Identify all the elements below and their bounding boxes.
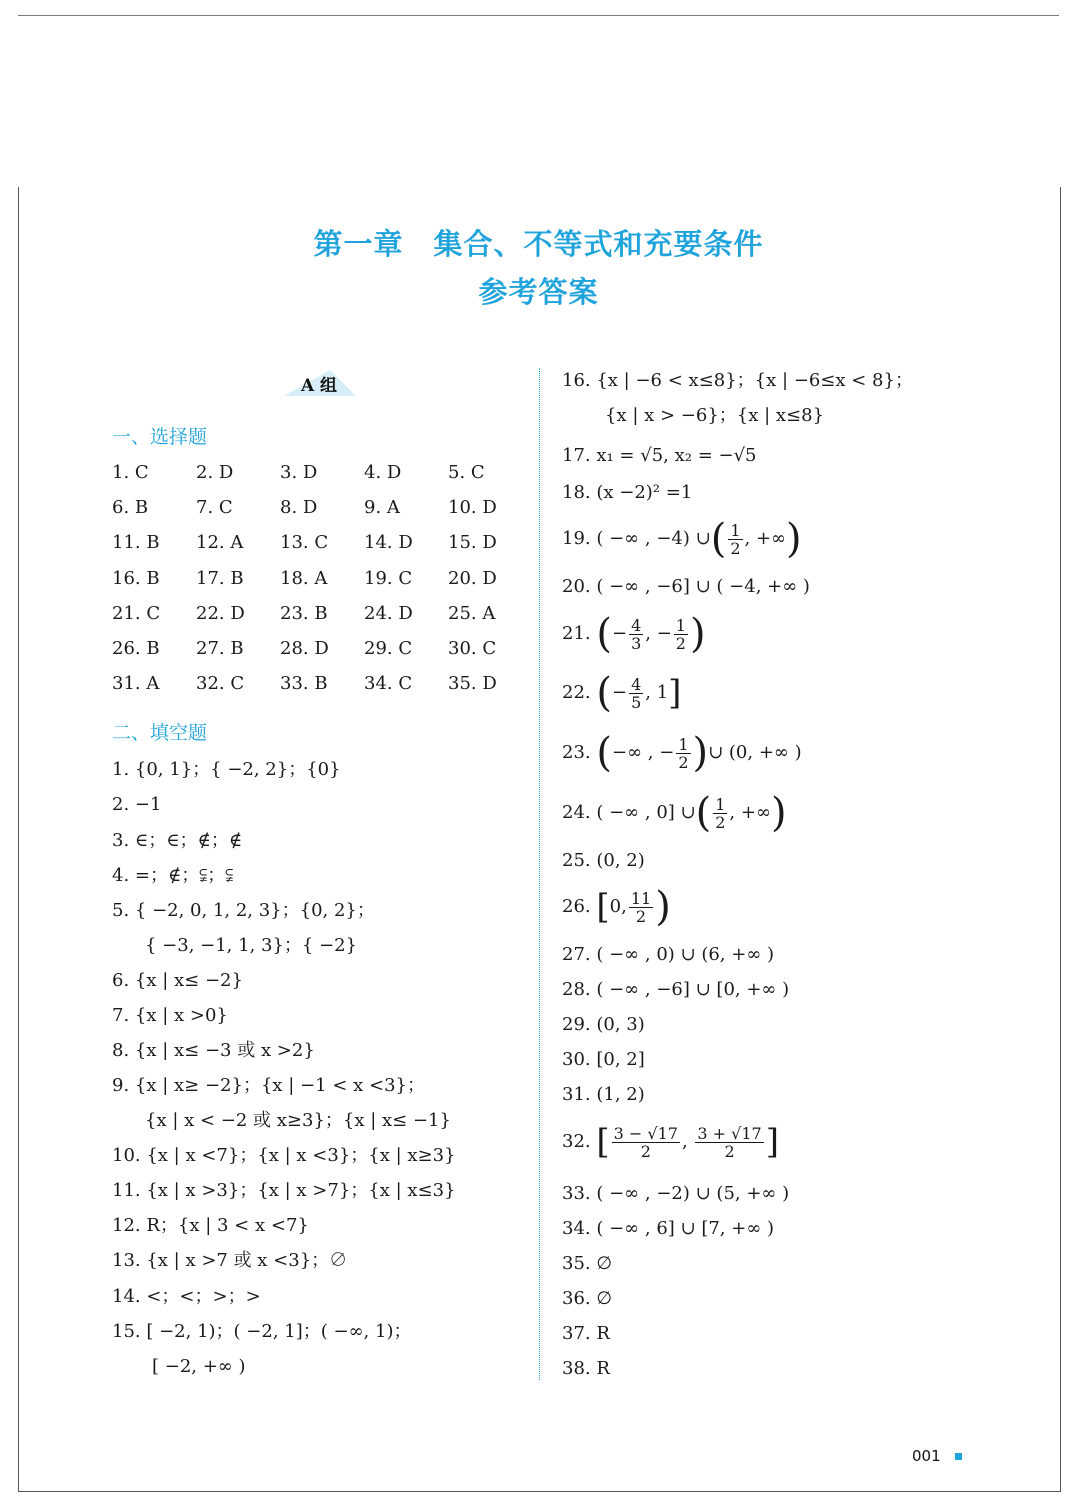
mc-answer: 11. B — [112, 532, 160, 554]
answer-16b: {x | x > −6}；{x | x≤8} — [605, 405, 825, 426]
answer-32-fraction-b: $\frac{3 + √17}{2}$ — [697, 1123, 762, 1161]
fill-answer-7: 7. {x | x >0} — [112, 1005, 228, 1026]
mc-answer: 2. D — [196, 462, 234, 483]
answer-28: 28. ( −∞ , −6] ∪ [0, +∞ ) — [562, 979, 790, 1000]
mc-answer: 20. D — [448, 567, 497, 589]
answer-22: 22. (− $\frac{4}{5}$ , 1] — [562, 670, 682, 716]
fill-answer-2: 2. −1 — [112, 794, 162, 815]
answer-23-fraction: $\frac{1}{2}$ — [678, 734, 689, 772]
mc-answer: 27. B — [196, 638, 244, 659]
mc-answer: 31. A — [112, 673, 160, 695]
mc-answer: 22. D — [196, 602, 245, 624]
mc-answer: 32. C — [196, 673, 245, 695]
answer-19: 19. ( −∞ , −4) ∪( $\frac{1}{2}$ , +∞) — [562, 516, 802, 562]
mc-answer: 28. D — [280, 638, 329, 659]
answer-30: 30. [0, 2] — [562, 1049, 645, 1070]
mc-answer: 12. A — [196, 532, 244, 554]
fill-answer-4: 4. =；∉；⫋；⫋ — [112, 865, 234, 886]
answer-31: 31. (1, 2) — [562, 1084, 645, 1105]
mc-answer: 30. C — [448, 638, 497, 659]
section-multiple-choice: 一、选择题 — [112, 426, 208, 448]
answer-26-fraction: $\frac{11}{2}$ — [630, 888, 652, 926]
mc-answer: 10. D — [448, 497, 497, 519]
answer-38: 38. R — [562, 1358, 610, 1379]
answer-35: 35. ∅ — [562, 1253, 613, 1274]
answer-20: 20. ( −∞ , −6] ∪ ( −4, +∞ ) — [562, 576, 810, 597]
mc-answer: 25. A — [448, 602, 496, 624]
mc-answer: 19. C — [364, 567, 413, 589]
section-fill-blank: 二、填空题 — [112, 722, 208, 744]
mc-answer: 5. C — [448, 462, 485, 483]
fill-answer-9a: 9. {x | x≥ −2}；{x | −1 < x <3}； — [112, 1075, 425, 1096]
fill-answer-9b: {x | x < −2 或 x≥3}；{x | x≤ −1} — [145, 1110, 451, 1131]
mc-answer: 23. B — [280, 602, 328, 624]
answer-24-fraction: $\frac{1}{2}$ — [715, 794, 726, 832]
group-badge — [280, 366, 358, 400]
mc-answer: 35. D — [448, 673, 497, 695]
answer-19-fraction: $\frac{1}{2}$ — [730, 520, 741, 558]
answer-34: 34. ( −∞ , 6] ∪ [7, +∞ ) — [562, 1218, 775, 1239]
mc-answer: 6. B — [112, 497, 149, 519]
fill-answer-14: 14. <；<；>；> — [112, 1286, 261, 1307]
mc-answer: 34. C — [364, 673, 413, 695]
mc-answer: 18. A — [280, 567, 328, 589]
mc-answer: 1. C — [112, 462, 149, 483]
answer-21-fraction-b: $\frac{1}{2}$ — [675, 615, 686, 653]
mc-answer: 21. C — [112, 602, 161, 624]
answer-19-prefix: 19. ( −∞ , −4) ∪ — [562, 528, 711, 549]
fill-answer-3: 3. ∈；∈；∉；∉ — [112, 830, 243, 851]
answer-27: 27. ( −∞ , 0) ∪ (6, +∞ ) — [562, 944, 775, 965]
fill-answer-15b: [ −2, +∞ ) — [152, 1356, 246, 1377]
answer-22-fraction: $\frac{4}{5}$ — [631, 674, 642, 712]
mc-answer: 7. C — [196, 497, 233, 519]
fill-answer-1: 1. {0, 1}；{ −2, 2}；{0} — [112, 759, 341, 780]
group-label: A 组 — [300, 375, 338, 396]
page-number: 001 — [912, 1447, 941, 1465]
answer-18: 18. (x −2)² =1 — [562, 482, 693, 503]
mc-answer: 14. D — [364, 532, 413, 554]
fill-answer-10: 10. {x | x <7}；{x | x <3}；{x | x≥3} — [112, 1145, 456, 1166]
mc-answer: 15. D — [448, 532, 497, 554]
answer-26: 26. [0, $\frac{11}{2}$ ) — [562, 884, 671, 930]
fill-answer-12: 12. R；{x | 3 < x <7} — [112, 1215, 309, 1236]
mc-answer: 33. B — [280, 673, 328, 695]
chapter-title: 第一章 集合、不等式和充要条件 — [313, 227, 764, 261]
answer-29: 29. (0, 3) — [562, 1014, 645, 1035]
page-marker-icon — [955, 1453, 962, 1460]
mc-answer: 8. D — [280, 497, 318, 519]
mc-answer: 13. C — [280, 532, 329, 554]
answer-17: 17. x₁ = √5, x₂ = −√5 — [562, 445, 757, 466]
fill-answer-13: 13. {x | x >7 或 x <3}；∅ — [112, 1250, 348, 1271]
mc-answer: 29. C — [364, 638, 413, 659]
mc-answer: 4. D — [364, 462, 402, 483]
fill-answer-11: 11. {x | x >3}；{x | x >7}；{x | x≤3} — [112, 1180, 456, 1201]
column-divider — [539, 368, 540, 1380]
answer-32: 32. [ $\frac{3 - √17}{2}$ , $\frac{3 + √17}{2}$ ] — [562, 1122, 779, 1162]
answer-37: 37. R — [562, 1323, 610, 1344]
answers-title: 参考答案 — [478, 275, 599, 309]
mc-answer: 9. A — [364, 497, 400, 519]
fill-answer-5a: 5. { −2, 0, 1, 2, 3}；{0, 2}； — [112, 900, 375, 921]
answer-33: 33. ( −∞ , −2) ∪ (5, +∞ ) — [562, 1183, 790, 1204]
header-rule — [18, 15, 1059, 16]
answer-36: 36. ∅ — [562, 1288, 613, 1309]
answer-21: 21. (− $\frac{4}{3}$ , − $\frac{1}{2}$ ) — [562, 611, 706, 657]
mc-answer: 26. B — [112, 638, 160, 659]
mc-answer: 16. B — [112, 567, 160, 589]
answer-24: 24. ( −∞ , 0] ∪( $\frac{1}{2}$ , +∞) — [562, 790, 787, 836]
answer-21-fraction-a: $\frac{4}{3}$ — [631, 615, 642, 653]
answer-25: 25. (0, 2) — [562, 850, 645, 871]
fill-answer-6: 6. {x | x≤ −2} — [112, 970, 243, 991]
answer-32-fraction-a: $\frac{3 - √17}{2}$ — [613, 1123, 678, 1161]
fill-answer-8: 8. {x | x≤ −3 或 x >2} — [112, 1040, 315, 1061]
fill-answer-5b: { −3, −1, 1, 3}；{ −2} — [145, 935, 358, 956]
mc-answer: 24. D — [364, 602, 413, 624]
answer-23: 23. (−∞ , − $\frac{1}{2}$ )∪ (0, +∞ ) — [562, 730, 802, 776]
fill-answer-15a: 15. [ −2, 1)；( −2, 1]；( −∞, 1)； — [112, 1321, 412, 1342]
mc-answer: 17. B — [196, 567, 244, 589]
answer-16a: 16. {x | −6 < x≤8}；{x | −6≤x < 8}； — [562, 370, 913, 391]
mc-answer: 3. D — [280, 462, 318, 483]
